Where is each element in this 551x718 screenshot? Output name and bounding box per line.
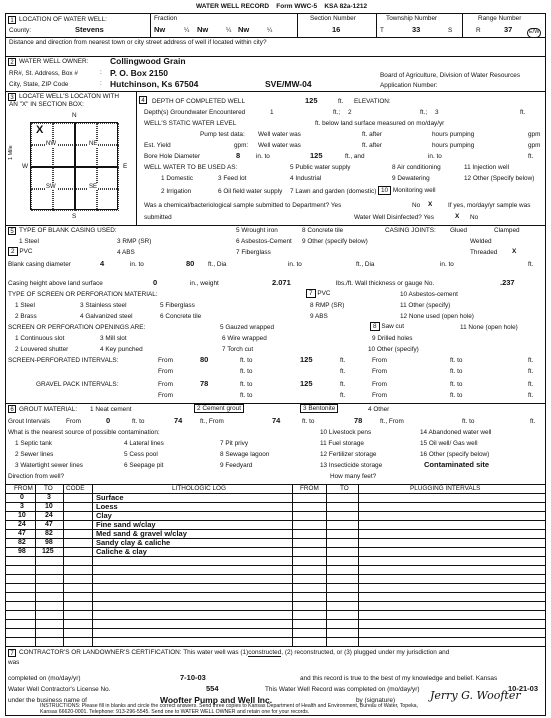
locate-label-1: LOCATE WELL'S LOCATON WITH [19, 93, 119, 100]
yield-label: Est. Yield [144, 142, 171, 149]
static-level-desc: ft. below land surface measured on mo/day/yr [315, 120, 445, 127]
well-id: SVE/MW-04 [265, 79, 312, 89]
section-3-number: 3 [8, 93, 16, 101]
county-value: Stevens [75, 25, 104, 34]
casing-diameter-label: Blank casing diameter [8, 261, 71, 268]
groundwater-label: Depth(s) Groundwater Encountered [144, 109, 246, 116]
gravel-from: 78 [200, 379, 209, 388]
business-name: Woofter Pump and Well Inc. [160, 695, 273, 705]
section-4-number: 4 [139, 96, 147, 104]
owner-city: Hutchinson, Ks 67504 [110, 79, 199, 89]
grout-to-2: 78 [354, 416, 363, 425]
certification-text: CONTRACTOR'S OR LANDOWNER'S CERTIFICATION: This water well was (1)constructed, (2) reconstructed, or (3) plugged under my jurisdiction and [19, 649, 450, 656]
record-completed-date: 10-21-03 [508, 684, 539, 693]
plug-header-to: TO [340, 485, 349, 492]
quadrant-se: SE [89, 184, 98, 190]
grout-intervals-label: Grout Intervals [8, 418, 50, 425]
fraction-3: Nw [238, 25, 250, 34]
depth-label: DEPTH OF COMPLETED WELL [152, 98, 246, 105]
section-2-number: 2 [8, 58, 16, 66]
mile-label: 1 Mile [8, 145, 14, 160]
contamination-label: What is the nearest source of possible contamination: [8, 429, 160, 436]
bore-label: Bore Hole Diameter [144, 153, 201, 160]
instructions-1: INSTRUCTIONS: Please fill in blanks and circle the correct answers. Send three copies to Kansas Department of Health and Environment, Bureau of Water, Topeka, [40, 703, 419, 709]
locate-label-2: AN "X" IN SECTION BOX: [9, 101, 84, 108]
address-label: RR#, St. Address, Box # [9, 70, 78, 77]
section-number: 16 [332, 25, 341, 34]
grout-bentonite: 3 Bentonite [300, 406, 338, 412]
depth-value: 125 [305, 96, 318, 105]
grout-to-1: 74 [174, 416, 183, 425]
bore-depth: 125 [310, 151, 323, 160]
fraction-2: Nw [197, 25, 209, 34]
range-label: Range Number [478, 15, 522, 22]
form-title: WATER WELL RECORD Form WWC-5 KSA 82a-1212 [196, 3, 368, 10]
signature: Jerry G. Woofter [430, 689, 521, 702]
log-header-to: TO [44, 485, 53, 492]
static-level-label: WELL'S STATIC WATER LEVEL [144, 120, 237, 127]
quadrant-nw: NW [46, 141, 56, 147]
business-label: under the business name of [8, 697, 87, 704]
location-label: LOCATION OF WATER WELL: [19, 16, 107, 23]
range-number: 37 [504, 25, 513, 34]
owner-address: P. O. Box 2150 [110, 68, 168, 78]
south-label: S [72, 213, 77, 220]
elevation-label: ELEVATION: [354, 98, 391, 105]
screen-to: 125 [300, 355, 313, 364]
log-header-lithologic: LITHOLOGIC LOG [172, 485, 226, 492]
contaminated-site: Contaminated site [424, 460, 490, 469]
casing-joints-label: CASING JOINTS: [385, 227, 436, 234]
distance-label: Distance and direction from nearest town or city street address of well if located within city? [9, 39, 267, 46]
county-label: County: [9, 27, 32, 34]
bact-question: Was a chemical/bacteriological sample submitted to Department? Yes [144, 202, 342, 209]
pump-test-label: Pump test data: [200, 131, 245, 138]
section-box [30, 122, 118, 210]
board-label: Board of Agriculture, Division of Water Resources [380, 72, 521, 79]
grout-cement: 2 Cement grout [194, 406, 244, 412]
screen-pvc: 7 PVC [306, 291, 330, 297]
section-6-number: 6 [8, 405, 16, 413]
wall-gauge: .237 [500, 278, 515, 287]
use-monitoring-well: 10 Monitoring well [378, 188, 436, 194]
section-5-number: 5 [8, 227, 16, 235]
ew-circled: E/W [527, 28, 541, 38]
section-7-number: 7 [8, 649, 16, 657]
how-many-feet-label: How many feet? [330, 473, 377, 480]
grout-label: GROUT MATERIAL: [19, 406, 77, 413]
fraction-1: Nw [154, 25, 166, 34]
application-number-label: Application Number: [380, 82, 438, 89]
east-label: E [123, 163, 128, 170]
use-label: WELL WATER TO BE USED AS: [144, 164, 238, 171]
casing-pvc: 2 PVC [8, 249, 32, 255]
direction-label: Direction from well? [8, 473, 65, 480]
casing-label: TYPE OF BLANK CASING USED: [19, 227, 117, 234]
plug-header-from: FROM [300, 485, 319, 492]
true-statement: and this record is true to the best of my knowledge and belief. Kansas [300, 675, 498, 682]
screen-material-label: TYPE OF SCREEN OR PERFORATION MATERIAL: [8, 291, 158, 298]
record-completed-label: This Water Well Record was completed on (mo/day/yr) [265, 686, 420, 693]
instructions-2: Kansas 66620-0001. Telephone: 913-296-5545. Send one to WATER WELL OWNER and retain one for your records. [40, 709, 310, 715]
casing-weight: 2.071 [272, 278, 291, 287]
casing-depth: 80 [186, 259, 195, 268]
plug-header-intervals: PLUGGING INTERVALS [410, 485, 481, 492]
log-header-code: CODE [66, 485, 85, 492]
completed-label: completed on (mo/day/yr) [8, 675, 81, 682]
quadrant-sw: SW [46, 184, 56, 190]
completed-date: 7-10-03 [180, 673, 206, 682]
license-number: 554 [206, 684, 219, 693]
gravel-to: 125 [300, 379, 313, 388]
screen-intervals-label: SCREEN-PERFORATED INTERVALS: [8, 357, 119, 364]
well-location-mark: X [36, 124, 44, 136]
west-label: W [22, 163, 29, 170]
section-1-number: 1 [8, 16, 16, 24]
grout-from-2: 74 [272, 416, 281, 425]
grout-from-1: 0 [106, 416, 111, 425]
casing-height-label: Casing height above land surface [8, 280, 103, 287]
openings-label: SCREEN OR PERFORATION OPENINGS ARE: [8, 324, 146, 331]
opening-saw-cut: 8 Saw cut [370, 324, 404, 330]
gravel-pack-label: GRAVEL PACK INTERVALS: [36, 381, 119, 388]
casing-height: 0 [153, 278, 158, 287]
township-number: 33 [412, 25, 421, 34]
fraction-label: Fraction [154, 15, 178, 22]
license-label: Water Well Contractor's License No. [8, 686, 111, 693]
disinfected-label: Water Well Disinfected? Yes [354, 214, 434, 221]
log-header-from: FROM [14, 485, 33, 492]
north-label: N [72, 112, 77, 119]
owner-name: Collingwood Grain [110, 56, 186, 66]
casing-diameter: 4 [100, 259, 105, 268]
city-label: City, State, ZIP Code [9, 81, 69, 88]
section-number-label: Section Number [310, 15, 356, 22]
screen-from: 80 [200, 355, 209, 364]
township-label: Township Number [386, 15, 438, 22]
signature-label: by (signature) [356, 697, 396, 704]
bore-diameter: 8 [236, 151, 241, 160]
quadrant-ne: NE [89, 141, 98, 147]
owner-label: WATER WELL OWNER: [19, 58, 89, 65]
